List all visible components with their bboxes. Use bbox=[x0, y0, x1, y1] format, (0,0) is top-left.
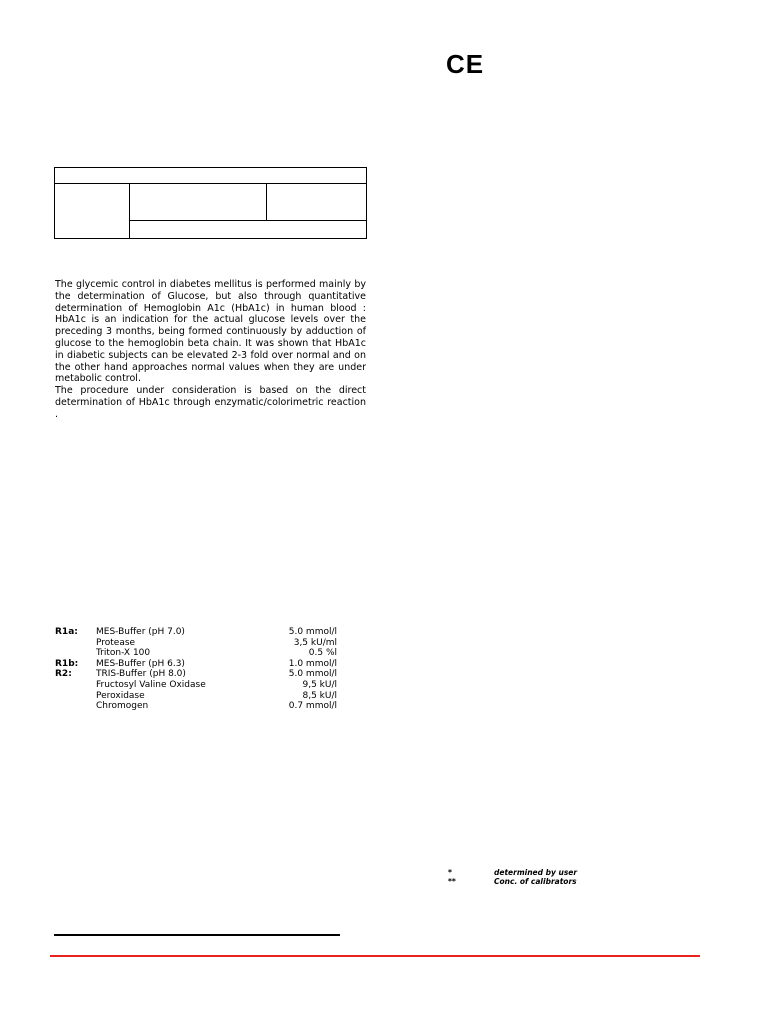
reagent-row bbox=[55, 659, 337, 670]
reagent-row bbox=[55, 627, 337, 638]
reagent-code bbox=[55, 680, 96, 691]
intro-text bbox=[55, 279, 366, 421]
reagent-list bbox=[55, 627, 337, 712]
reagent-code: R1b: bbox=[55, 658, 79, 669]
reagent-name: Triton-X 100 bbox=[96, 648, 151, 659]
footnotes bbox=[448, 868, 577, 886]
header-table-middle-cell bbox=[130, 184, 267, 221]
footnote-row bbox=[448, 868, 577, 877]
reagent-name: MES-Buffer (pH 7.0) bbox=[96, 627, 185, 637]
intro-paragraph-2: The procedure under consideration is based on the direct determination of HbA1c through enzymatic/colorimetric reaction . bbox=[55, 385, 366, 420]
reagent-amount: 3,5 kU/ml bbox=[293, 637, 337, 648]
reagent-amount: 5.0 mmol/l bbox=[288, 669, 337, 680]
reagent-amount: 5.0 mmol/l bbox=[288, 627, 337, 637]
header-table bbox=[54, 167, 367, 239]
reagent-amount: 0.5 %l bbox=[308, 648, 337, 659]
footnote-mark: ** bbox=[448, 877, 456, 886]
footnote-mark: * bbox=[448, 868, 452, 877]
ce-mark: CE bbox=[446, 49, 485, 79]
reagent-name: Peroxidase bbox=[96, 690, 145, 701]
footnote-row bbox=[448, 877, 577, 886]
reagent-code: R1a: bbox=[55, 627, 78, 637]
signature-line bbox=[54, 934, 340, 936]
reagent-code bbox=[55, 648, 96, 659]
footnote-text: determined by user bbox=[494, 868, 578, 877]
reagent-name: TRIS-Buffer (pH 8.0) bbox=[96, 669, 186, 680]
reagent-amount: 1.0 mmol/l bbox=[288, 658, 337, 669]
reagent-row bbox=[55, 648, 337, 659]
reagent-row bbox=[55, 669, 337, 680]
intro-paragraph-1: The glycemic control in diabetes mellitus is performed mainly by the determination of Glucose, but also through quantitative determination of Hemoglobin A1c (HbA1c) in human blood : HbA1c is an indication for the actual glucose levels over the preceding 3 months, being formed continuously by adduction of glucose to the hemoglobin beta chain. It was shown that HbA1c in diabetic subjects can be elevated 2-3 fold over normal and on the other hand approaches normal values when they are under metabolic control. bbox=[55, 279, 366, 385]
reagent-name: Protease bbox=[96, 637, 136, 648]
footer-rule bbox=[50, 955, 700, 957]
reagent-name: MES-Buffer (pH 6.3) bbox=[96, 658, 185, 669]
reagent-code bbox=[55, 638, 96, 649]
header-table-left-cell bbox=[55, 184, 130, 238]
reagent-amount: 8,5 kU/l bbox=[302, 690, 337, 701]
reagent-amount: 0.7 mmol/l bbox=[288, 701, 337, 712]
header-table-right-cell bbox=[267, 184, 366, 221]
footnote-text: Conc. of calibrators bbox=[494, 877, 577, 886]
reagent-code bbox=[55, 701, 96, 712]
reagent-amount: 9,5 kU/l bbox=[302, 679, 337, 690]
reagent-row bbox=[55, 701, 337, 712]
reagent-row bbox=[55, 638, 337, 649]
reagent-code bbox=[55, 691, 96, 702]
reagent-name: Chromogen bbox=[96, 701, 149, 712]
reagent-row bbox=[55, 691, 337, 702]
header-table-bottom-cell bbox=[130, 221, 366, 238]
reagent-code: R2: bbox=[55, 669, 72, 680]
reagent-row bbox=[55, 680, 337, 691]
reagent-name: Fructosyl Valine Oxidase bbox=[96, 679, 206, 690]
header-table-top-cell bbox=[55, 168, 366, 184]
